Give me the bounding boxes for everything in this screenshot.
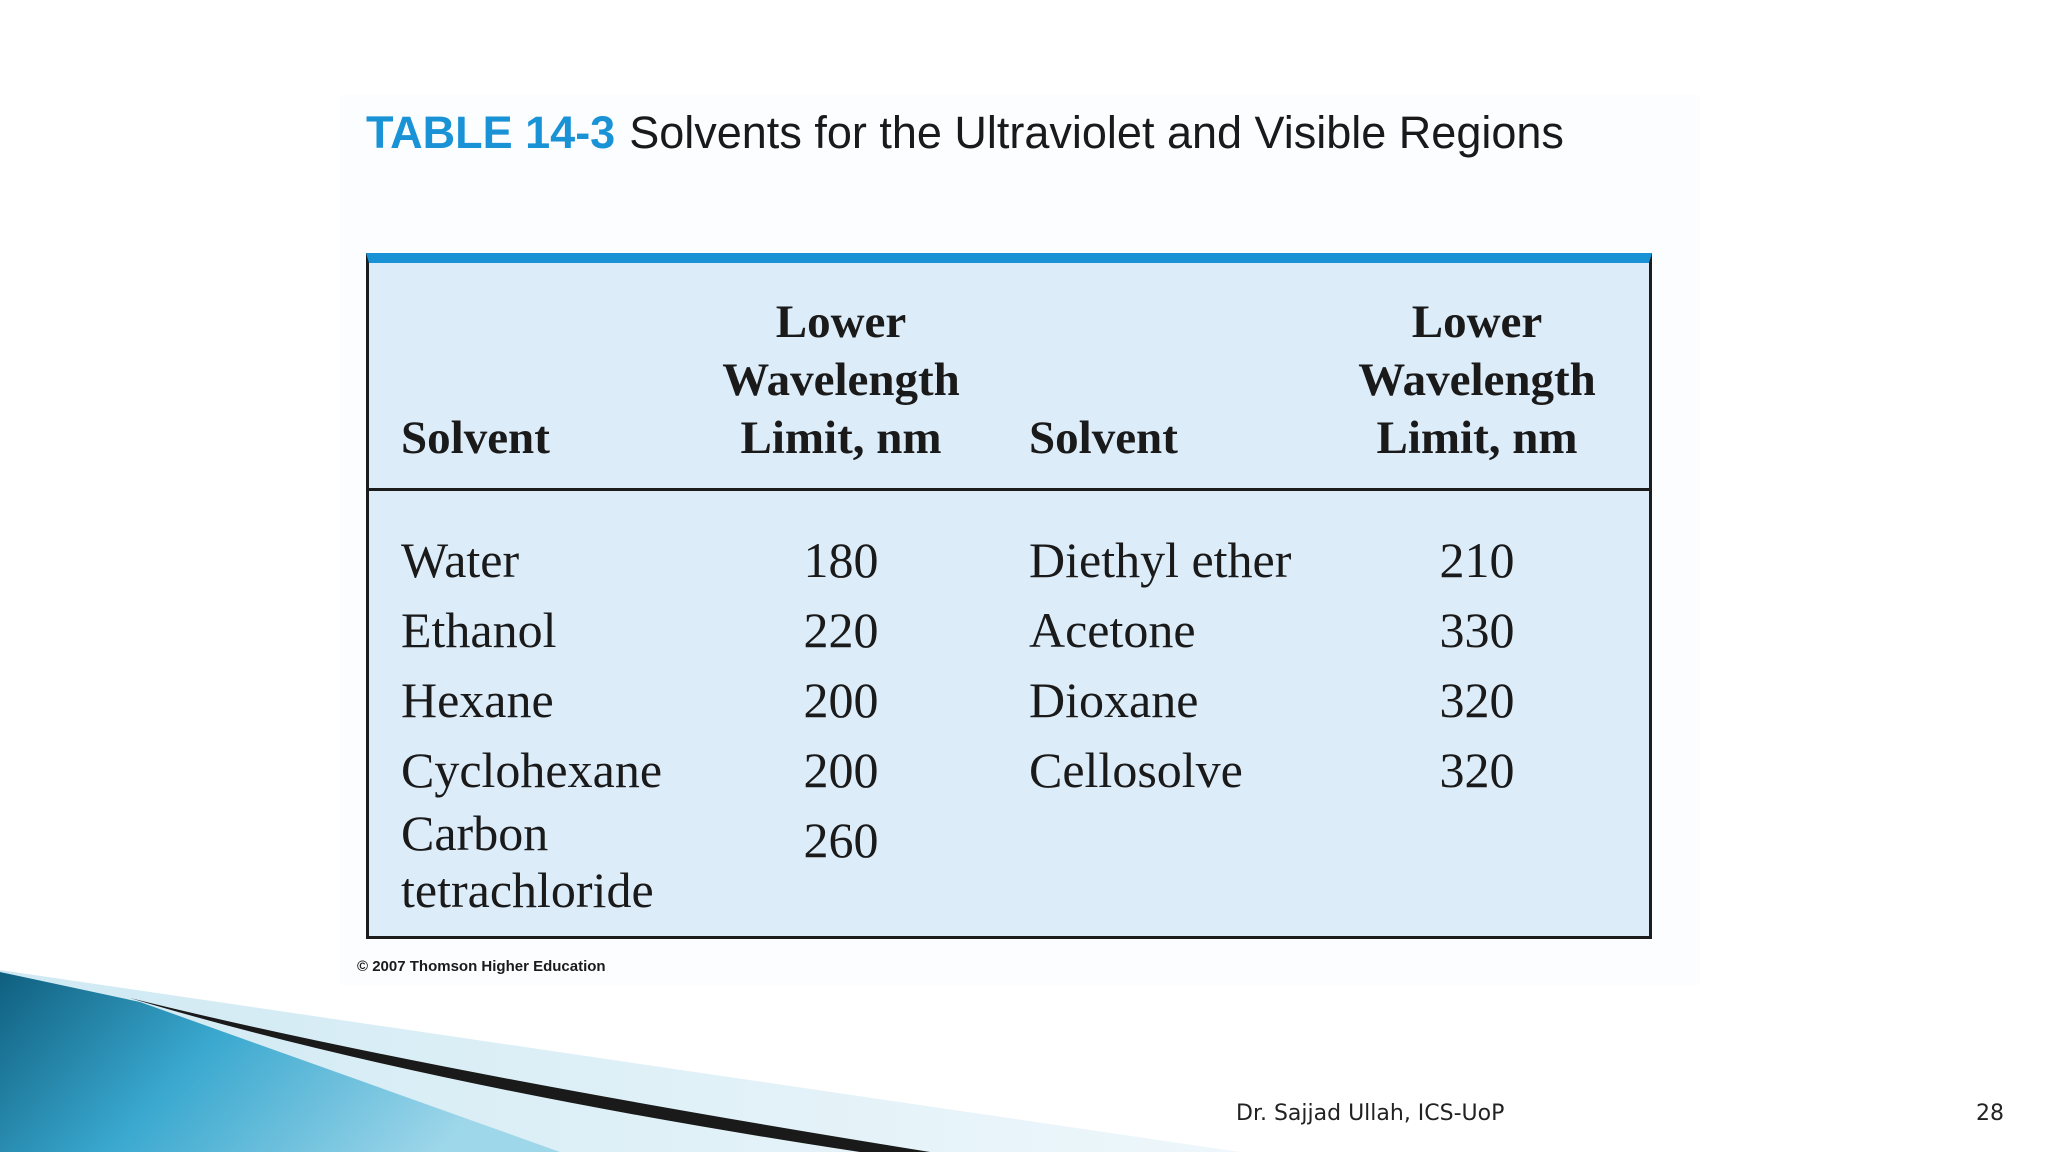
header-solvent-left: Solvent xyxy=(401,412,550,464)
right-limit-4: 320 xyxy=(1439,742,1515,798)
left-limit-1: 180 xyxy=(803,532,879,588)
left-limit-5: 260 xyxy=(803,812,879,868)
header-divider xyxy=(369,488,1649,491)
left-solvent-2: Ethanol xyxy=(401,602,557,658)
right-solvent-2: Acetone xyxy=(1029,602,1196,658)
header-limit-left xyxy=(691,293,991,467)
header-limit-left-line1: Lower xyxy=(775,296,907,348)
left-solvent-5-line2: tetrachloride xyxy=(401,862,654,918)
left-limit-3: 200 xyxy=(803,672,879,728)
right-solvent-1: Diethyl ether xyxy=(1029,532,1292,588)
header-limit-right-line1: Lower xyxy=(1411,296,1543,348)
table-caption: Solvents for the Ultraviolet and Visible Regions xyxy=(629,107,1564,158)
right-limit-3: 320 xyxy=(1439,672,1515,728)
left-solvent-5 xyxy=(401,805,654,919)
left-solvent-1: Water xyxy=(401,532,520,588)
header-limit-right xyxy=(1327,293,1627,467)
header-limit-right-line2: Wavelength xyxy=(1358,354,1596,406)
copyright-note: © 2007 Thomson Higher Education xyxy=(357,958,606,975)
footer-author: Dr. Sajjad Ullah, ICS-UoP xyxy=(1236,1101,1505,1126)
left-limit-2: 220 xyxy=(803,602,879,658)
left-limit-4: 200 xyxy=(803,742,879,798)
right-solvent-3: Dioxane xyxy=(1029,672,1199,728)
header-solvent-right: Solvent xyxy=(1029,412,1178,464)
left-solvent-3: Hexane xyxy=(401,672,554,728)
right-solvent-4: Cellosolve xyxy=(1029,742,1243,798)
table-title xyxy=(366,100,1566,166)
right-limit-1: 210 xyxy=(1439,532,1515,588)
header-limit-left-line3: Limit, nm xyxy=(740,412,942,464)
table-label: TABLE 14-3 xyxy=(366,107,616,158)
header-limit-left-line2: Wavelength xyxy=(722,354,960,406)
page-number: 28 xyxy=(1976,1101,2004,1126)
decorative-swoosh xyxy=(0,960,1240,1152)
solvent-table xyxy=(366,253,1652,939)
left-solvent-4: Cyclohexane xyxy=(401,742,663,798)
right-limit-2: 330 xyxy=(1439,602,1515,658)
header-limit-right-line3: Limit, nm xyxy=(1376,412,1578,464)
left-solvent-5-line1: Carbon xyxy=(401,805,549,861)
